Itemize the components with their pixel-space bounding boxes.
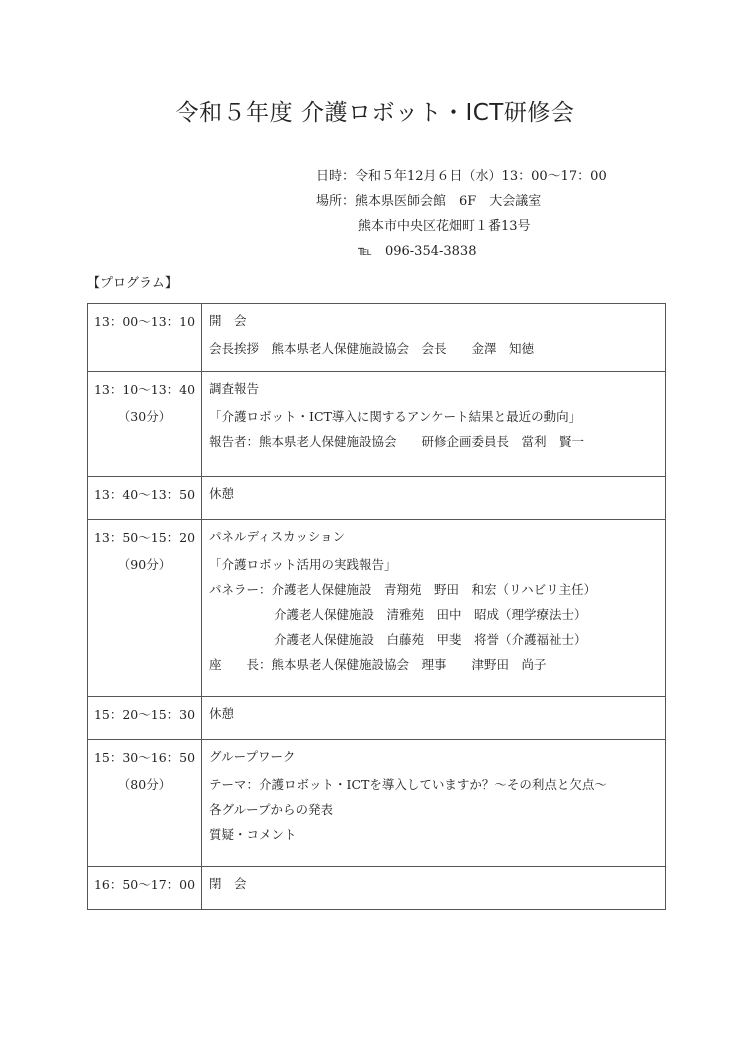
program-item: 「介護ロボット活用の実践報告」: [209, 557, 397, 572]
program-time: 16：50〜17：00: [93, 877, 196, 892]
program-item: 会長挨拶 熊本県老人保健施設協会 会長 金澤 知徳: [209, 341, 535, 356]
event-info: [316, 164, 607, 264]
program-item: 座 長：熊本県老人保健施設協会 理事 津野田 尚子: [209, 657, 547, 672]
program-row: [88, 697, 666, 740]
program-item: 閉 会: [209, 876, 247, 891]
program-item: パネルディスカッション: [209, 529, 346, 544]
program-item: 介護老人保健施設 白藤苑 甲斐 将誉（介護福祉士）: [274, 632, 587, 647]
event-tel: ℡ 096-354-3838: [358, 244, 477, 259]
program-row: [88, 520, 666, 697]
program-item: 各グループからの発表: [209, 802, 334, 817]
program-row: [88, 477, 666, 520]
program-item: 報告者：熊本県老人保健施設協会 研修企画委員長 當利 賢一: [209, 434, 585, 449]
program-item: グループワーク: [209, 749, 296, 764]
program-item: テーマ：介護ロボット・ICTを導入していますか？〜その利点と欠点〜: [209, 777, 607, 792]
program-time: 15：20〜15：30: [93, 707, 196, 722]
program-label: 【プログラム】: [87, 276, 178, 291]
program-item: パネラー：介護老人保健施設 青翔苑 野田 和宏（リハビリ主任）: [209, 582, 597, 597]
event-datetime: 日時：令和５年12月６日（水）13：00〜17：00: [316, 169, 607, 184]
program-item: 開 会: [209, 313, 247, 328]
program-item: 介護老人保健施設 清雅苑 田中 昭成（理学療法士）: [274, 607, 587, 622]
program-row: [88, 867, 666, 910]
program-time: 13：40〜13：50: [93, 487, 196, 502]
event-venue: 場所：熊本県医師会館 6F 大会議室: [316, 194, 542, 209]
program-table: [87, 303, 666, 910]
program-row: [88, 740, 666, 867]
program-row: [88, 372, 666, 477]
program-item: 「介護ロボット・ICT導入に関するアンケート結果と最近の動向」: [209, 409, 582, 424]
program-time: 13：50〜15：20: [93, 530, 196, 545]
program-item: 質疑・コメント: [209, 827, 297, 842]
program-row: [88, 304, 666, 372]
program-duration: （90分）: [117, 557, 172, 572]
event-address: 熊本市中央区花畑町１番13号: [358, 219, 531, 234]
document-title: 令和５年度 介護ロボット・ICT研修会: [175, 100, 575, 126]
program-item: 休憩: [209, 706, 235, 721]
program-item: 休憩: [209, 486, 235, 501]
program-time: 15：30〜16：50: [93, 750, 196, 765]
program-time: 13：10〜13：40: [93, 382, 196, 397]
program-time: 13：00〜13：10: [93, 314, 196, 329]
program-item: 調査報告: [209, 381, 260, 396]
program-duration: （80分）: [117, 777, 172, 792]
program-duration: （30分）: [117, 409, 172, 424]
